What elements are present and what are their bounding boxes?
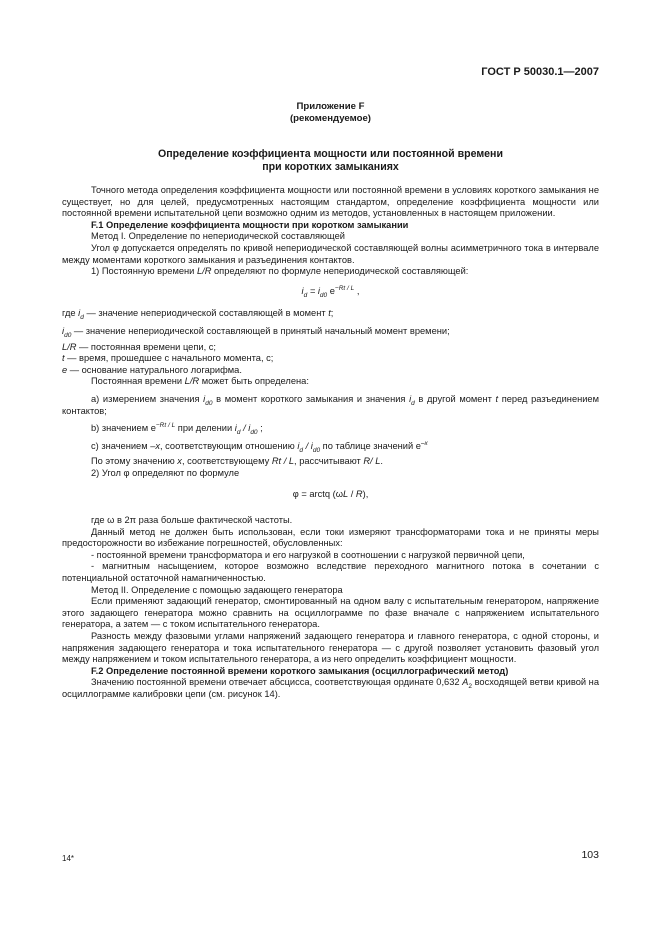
page-title <box>0 148 661 174</box>
method2-heading: Метод II. Определение с помощью задающего генератора <box>91 584 343 595</box>
where-t-line: t — время, прошедшее с начального момента, с; <box>62 353 274 364</box>
where-e-line: e — основание натурального логарифма. <box>62 364 242 375</box>
title-line-2: при коротких замыканиях <box>262 161 399 173</box>
lr-may-line: Постоянная времени L/R может быть определена: <box>91 376 309 387</box>
item2-line: 2) Угол φ определяют по формуле <box>91 467 240 478</box>
method-warning-paragraph: Данный метод не должен быть использован, если токи измеряют трансформаторами тока и не приняты меры предосторожности во избежание погрешностей, обусловленных: <box>62 526 599 549</box>
omega-line: где ω в 2π раза больше фактической частоты. <box>91 515 293 526</box>
where-lr-line: L/R — постоянная времени цепи, с; <box>62 341 216 352</box>
appendix-status: (рекомендуемое) <box>289 113 371 124</box>
option-c-line: с) значением –x, соответствующим отношению $i_d / i_{d0}$ по таблице значений $e^{-x}$ <box>91 439 428 454</box>
section-f1-heading: F.1 Определение коэффициента мощности при коротком замыкании <box>91 219 409 230</box>
formula-decay: $i_d = i_{d0}$ $e^{-Rt / L}$ , <box>301 284 360 299</box>
appendix-label: Приложение F <box>296 101 365 112</box>
formula-phi: φ = arctq (ωL / R), <box>292 489 369 500</box>
standard-code: ГОСТ Р 50030.1—2007 <box>481 66 599 78</box>
document-body <box>62 185 599 701</box>
where-id-line: где $i_d$ — значение непериодической составляющей в момент t; <box>62 308 334 322</box>
title-line-1: Определение коэффициента мощности или постоянной времени <box>158 148 503 160</box>
generator-paragraph: Если применяют задающий генератор, смонтированный на одном валу с испытательным генератором, напряжение этого задающего генератора можно сравнить на осциллограмме по фазе вначале с напряжением испытательного генератора, а затем — с током испытательного генератора. <box>62 596 599 630</box>
page-number: 103 <box>581 849 599 861</box>
angle-phi-paragraph: Угол φ допускается определять по кривой непериодической составляющей волны асимметричного тока в интервале между моментами короткого замыкания и разъединения контактов. <box>62 242 599 265</box>
method1-heading: Метод I. Определение по непериодической составляющей <box>91 231 345 242</box>
option-a-paragraph: а) измерением значения $i_{d0}$ в момент короткого замыкания и значения $i_d$ в другой момент t перед разъединением контактов; <box>62 393 599 416</box>
section-f2-heading: F.2 Определение постоянной времени короткого замыкания (осциллографический метод) <box>91 665 509 676</box>
appendix-heading <box>0 101 661 125</box>
bullet-saturation: - магнитным насыщением, которое возможно вследствие переходного магнитного потока в сочетании с потенциальной остаточной намагниченностью. <box>62 561 599 584</box>
phase-difference-paragraph: Разность между фазовыми углами напряжений задающего генератора и главного генератора, с одной стороны, и напряжения задающего генератора и тока испытательного генератора — с другой позволяет установить фазовый угол между напряжением и током испытательного генератора, а из него определить коэффициент мощности. <box>62 631 599 665</box>
item1-paragraph: 1) Постоянную времени L/R определяют по формуле непериодической составляющей: <box>91 266 469 277</box>
oscillograph-paragraph: Значению постоянной времени отвечает абсцисса, соответствующая ординате 0,632 $A_2$ восходящей ветви кривой на осциллограмме калибровки цепи (см. рисунок 14). <box>62 677 599 699</box>
where-id0-line: $i_{d0}$ — значение непериодической составляющей в принятый начальный момент времени; <box>62 325 450 339</box>
by-value-line: По этому значению x, соответствующему Rt / L, рассчитывают R/ L. <box>91 456 383 467</box>
intro-paragraph: Точного метода определения коэффициента мощности или постоянной времени в условиях короткого замыкания не существует, но для целей, предусмотренных настоящим стандартом, определение коэффициента мощности или постоянной времени испытательной цепи возможно одним из методов, установленных в настоящем приложении. <box>62 185 599 219</box>
option-b-line: b) значением $e^{-Rt / L}$ при делении $i_d / i_{d0}$ ; <box>91 422 263 436</box>
sheet-mark: 14* <box>62 854 75 863</box>
bullet-transformer: - постоянной времени трансформатора и его нагрузкой в соотношении с нагрузкой первичной цепи, <box>91 549 525 560</box>
